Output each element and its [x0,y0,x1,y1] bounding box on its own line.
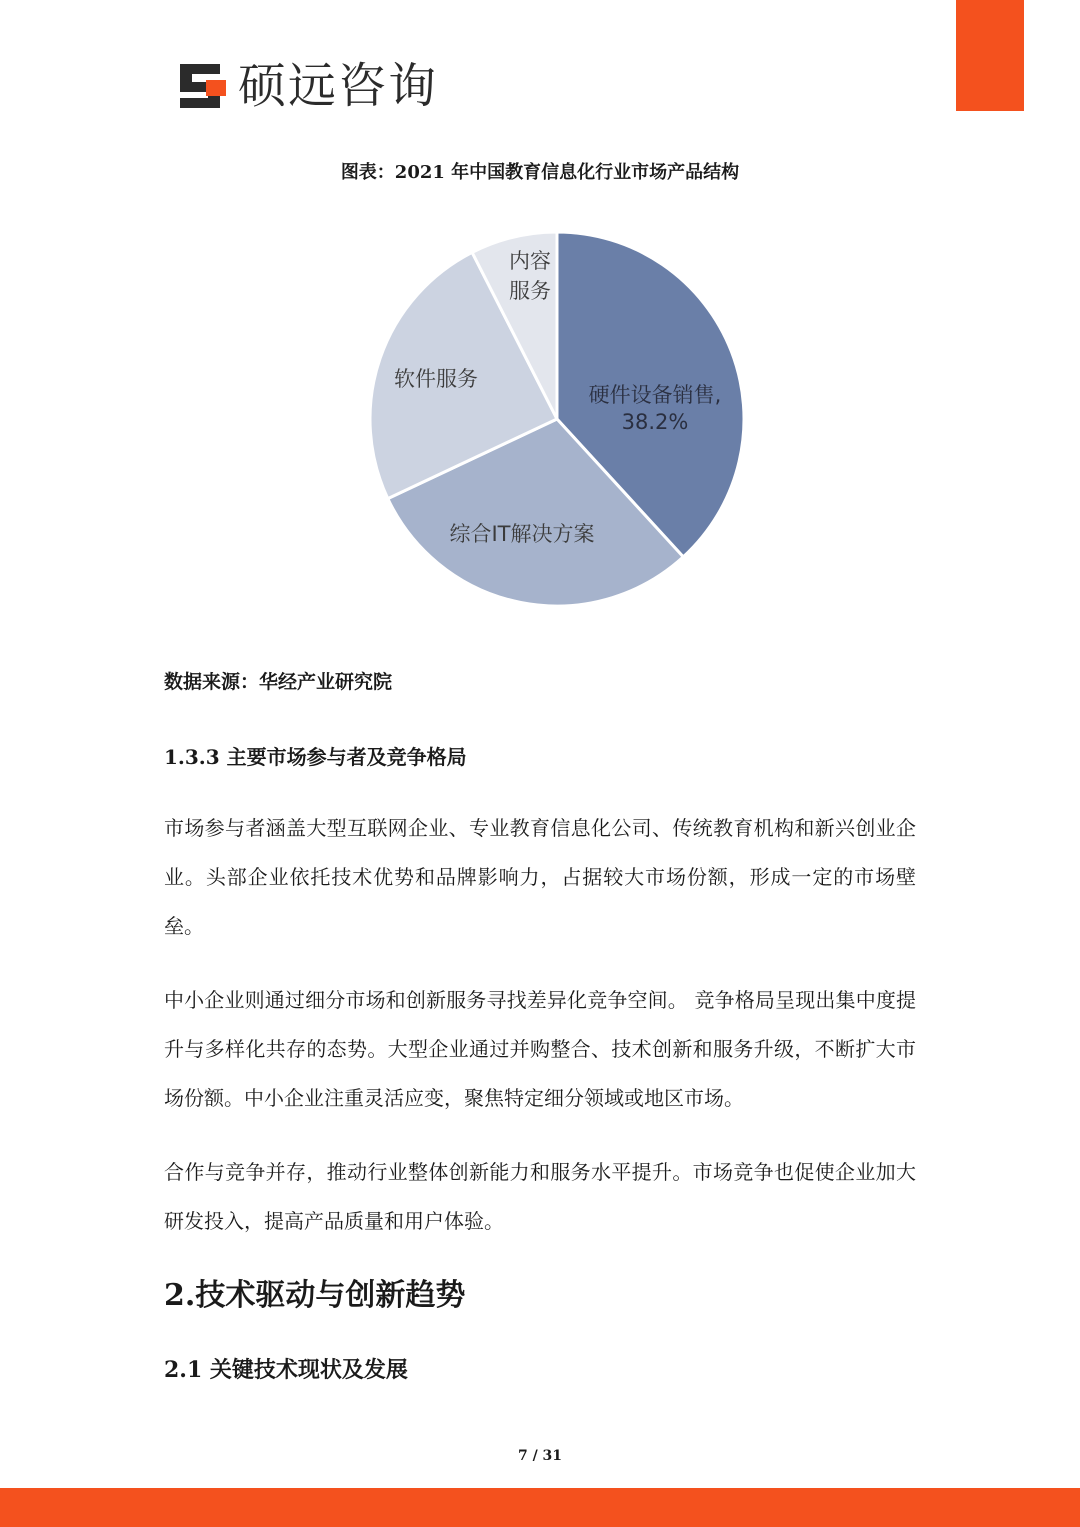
slice-content-services-label: 内容 [509,249,551,273]
slice-hardware-sales-label: 硬件设备销售, [588,383,722,407]
footer-accent-bar [0,1488,1080,1527]
paragraph-2: 中小企业则通过细分市场和创新服务寻找差异化竞争空间。 竞争格局呈现出集中度提升与多样化共存的态势。大型企业通过并购整合、技术创新和服务升级，不断扩大市场份额。中小企业注重灵活应变，聚焦特定细分领域或地区市场。 [164,988,916,1110]
section-heading-2-1: 2.1 关键技术现状及发展 [164,1357,408,1383]
pie-chart [0,0,1080,640]
slice-it-solutions-label: 综合IT解决方案 [449,522,595,546]
section-heading-2: 2.技术驱动与创新趋势 [164,1278,466,1313]
data-source: 数据来源：华经产业研究院 [164,671,393,693]
chart-title: 图表：2021 年中国教育信息化行业市场产品结构 [340,162,740,183]
section-heading-1-3-3: 1.3.3 主要市场参与者及竞争格局 [164,745,467,769]
page-number: 7 / 31 [517,1448,563,1464]
logo-text: 硕远咨询 [238,58,439,114]
paragraph-1: 市场参与者涵盖大型互联网企业、专业教育信息化公司、传统教育机构和新兴创业企业。头部企业依托技术优势和品牌影响力，占据较大市场份额，形成一定的市场壁垒。 [164,816,916,938]
slice-software-services-label: 软件服务 [394,367,478,391]
slice-content-services-label-1: 服务 [509,279,551,303]
slice-hardware-sales-label-1: 38.2% [621,410,689,434]
paragraph-3: 合作与竞争并存，推动行业整体创新能力和服务水平提升。市场竞争也促使企业加大研发投入，提高产品质量和用户体验。 [164,1160,916,1233]
